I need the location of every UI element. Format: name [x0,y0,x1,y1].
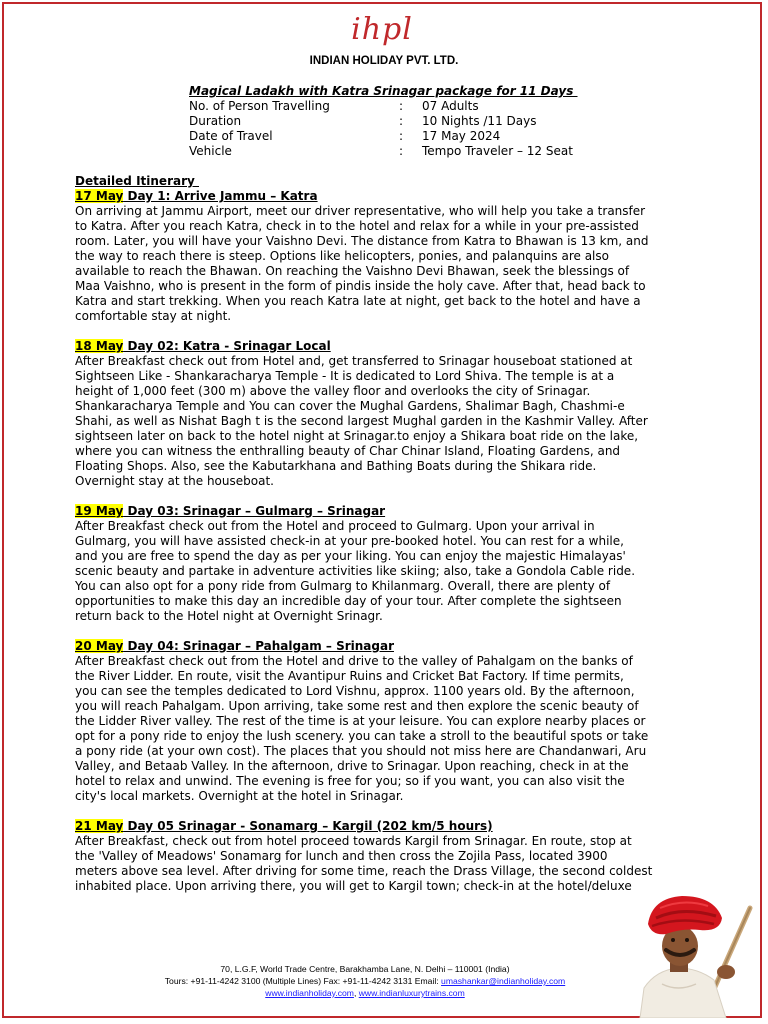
text-line: After Breakfast check out from the Hotel and proceed to Gulmarg. Upon your arrival in [75,519,595,533]
text-line: the 'Valley of Meadows' Sonamarg for lunch and then cross the Zojila Pass, located 3900 [75,849,608,863]
detail-value: 10 Nights /11 Days [422,114,537,128]
text-line: On arriving at Jammu Airport, meet our driver representative, who will help you take a transfer [75,204,646,218]
footer-contact [80,975,650,987]
text-line: a pony ride (at your own cost). The places that you should not miss here are Chandanwari, Aru [75,744,647,758]
day-section [75,504,715,624]
text-line: Gulmarg, you will have assisted check-in at your pre-booked hotel. You can rest for a while, [75,534,624,548]
text-line: where you can witness the enthralling beauty of Char Chinar Island, Floating Gardens, and [75,444,621,458]
day-heading [75,189,715,204]
text-line: Shahi, as well as Nishat Bagh t is the second largest Mughal garden in the Kashmir Valley. After [75,414,648,428]
detail-label: Vehicle [189,144,232,158]
text-line: return back to the Hotel night at Overnight Srinagr. [75,609,383,623]
text-line: available to reach the Bhawan. On reaching the Vaishno Devi Bhawan, seek the blessings of [75,264,630,278]
text-line: you will reach Pahalgam. Upon arriving, take some rest and then explore the scenic beauty of [75,699,639,713]
day-heading [75,339,715,354]
text-line: you can see the temples dedicated to Lord Vishnu, approx. 1100 years old. By the afternoon, [75,684,635,698]
text-line: meters above sea level. After driving for some time, reach the Drass Village, the second coldest [75,864,653,878]
website-link[interactable]: www.indianluxurytrains.com [358,988,465,998]
day-description [75,354,715,489]
rajasthani-man-illustration [622,888,760,1018]
day-description [75,204,715,324]
detail-separator: : [399,114,404,128]
detail-row-duration [189,114,573,129]
day-date: 17 May [75,189,124,203]
text-line: Sightseen Like - Shankaracharya Temple - It is dedicated to Lord Shiva. The temple is at a [75,369,615,383]
footer-address: 70, L.G.F, World Trade Centre, Barakhamba Lane, N. Delhi – 110001 (India) [220,964,510,974]
detail-label: Date of Travel [189,129,273,143]
day-section [75,819,715,894]
detail-row-persons [189,99,573,114]
itinerary [75,174,715,894]
itinerary-heading: Detailed Itinerary [75,174,199,188]
page-footer [80,963,650,999]
detail-row-vehicle [189,144,573,159]
text-line: Overnight stay at the houseboat. [75,474,274,488]
detail-label: Duration [189,114,242,128]
website-separator: , [353,988,359,998]
day-date: 19 May [75,504,124,518]
day-title: Day 02: Katra - Srinagar Local [123,339,331,353]
day-date: 21 May [75,819,124,833]
detail-label: No. of Person Travelling [189,99,330,113]
text-line: hotel to relax and unwind. The evening is free for you; so if you want, you can also visit the [75,774,625,788]
text-line: height of 1,000 feet (300 m) above the valley floor and overlooks the city of Srinagar. [75,384,591,398]
day-heading [75,639,715,654]
text-line: Katra and start trekking. When you reach Katra late at night, get back to the hotel and have a [75,294,641,308]
footer-phones: Tours: +91-11-4242 3100 (Multiple Lines) Fax: +91-11-4242 3131 Email: [164,976,442,986]
detail-value: 07 Adults [422,99,479,113]
detail-value: Tempo Traveler – 12 Seat [422,144,573,158]
company-name: INDIAN HOLIDAY PVT. LTD. [309,55,459,67]
text-line: opt for a pony ride to enjoy the lush scenery. you can take a stroll to the beautiful spots or take [75,729,649,743]
day-description [75,834,715,894]
text-line: After Breakfast check out from Hotel and, get transferred to Srinagar houseboat stationed at [75,354,633,368]
day-section [75,189,715,324]
detail-separator: : [399,99,404,113]
day-title: Day 03: Srinagar – Gulmarg – Srinagar [123,504,386,518]
day-title: Day 04: Srinagar – Pahalgam – Srinagar [123,639,394,653]
package-title: Magical Ladakh with Katra Srinagar package for 11 Days [189,84,578,98]
day-title: Day 05 Srinagar - Sonamarg – Kargil (202 km/5 hours) [123,819,493,833]
text-line: the Lidder River valley. The rest of the time is at your leisure. You can explore nearby places or [75,714,646,728]
text-line: opportunities to make this day an incredible day of your tour. After complete the sightseen [75,594,622,608]
text-line: Floating Shops. Also, see the Kabutarkhana and Bathing Boats during the Shikara ride. [75,459,597,473]
text-line: city's local markets. Overnight at the hotel in Srinagar. [75,789,404,803]
email-link[interactable]: umashankar@indianholiday.com [441,976,566,986]
text-line: the River Lidder. En route, visit the Avantipur Ruins and Cricket Bat Factory. If time permits, [75,669,624,683]
package-details [189,99,573,159]
text-line: After Breakfast, check out from hotel proceed towards Kargil from Srinagar. En route, stop at [75,834,632,848]
day-date: 18 May [75,339,124,353]
footer-websites [80,987,650,999]
text-line: After Breakfast check out from the Hotel and drive to the valley of Pahalgam on the banks of [75,654,633,668]
text-line: sightseen later on back to the hotel night at Srinagar.to enjoy a Shikara boat ride on the lake, [75,429,639,443]
day-date: 20 May [75,639,124,653]
text-line: the way to reach there is steep. Options like helicopters, ponies, and palanquins are also [75,249,609,263]
day-heading [75,504,715,519]
text-line: inhabited place. Upon arriving there, you will get to Kargil town; check-in at the hotel/deluxe [75,879,632,893]
day-description [75,654,715,804]
text-line: Maa Vaishno, who is present in the form of pindis inside the holy cave. After that, head back to [75,279,646,293]
text-line: scenic beauty and partake in adventure activities like skiing; also, take a Gondola Cable ride. [75,564,636,578]
detail-value: 17 May 2024 [422,129,501,143]
detail-separator: : [399,129,404,143]
text-line: and you are free to spend the day as per your liking. You can enjoy the majestic Himalayas' [75,549,626,563]
detail-separator: : [399,144,404,158]
company-logo: ihpl [351,12,413,47]
text-line: You can also opt for a pony ride from Gulmarg to Khilanmarg. Overall, there are plenty of [75,579,611,593]
text-line: Shankaracharya Temple and You can cover the Mughal Gardens, Shalimar Bagh, Chashmi-e [75,399,625,413]
text-line: room. Later, you will have your Vaishno Devi. The distance from Katra to Bhawan is 13 km, and [75,234,649,248]
day-description [75,519,715,624]
day-section [75,339,715,489]
text-line: comfortable stay at night. [75,309,232,323]
text-line: Valley, and Betaab Valley. In the afternoon, drive to Srinagar. Upon reaching, check in at the [75,759,629,773]
website-link[interactable]: www.indianholiday.com [265,988,354,998]
day-section [75,639,715,804]
day-title: Day 1: Arrive Jammu – Katra [123,189,318,203]
detail-row-date [189,129,573,144]
text-line: to Katra. After you reach Katra, check in to the hotel and relax for a while in your pre-assisted [75,219,639,233]
day-heading [75,819,715,834]
